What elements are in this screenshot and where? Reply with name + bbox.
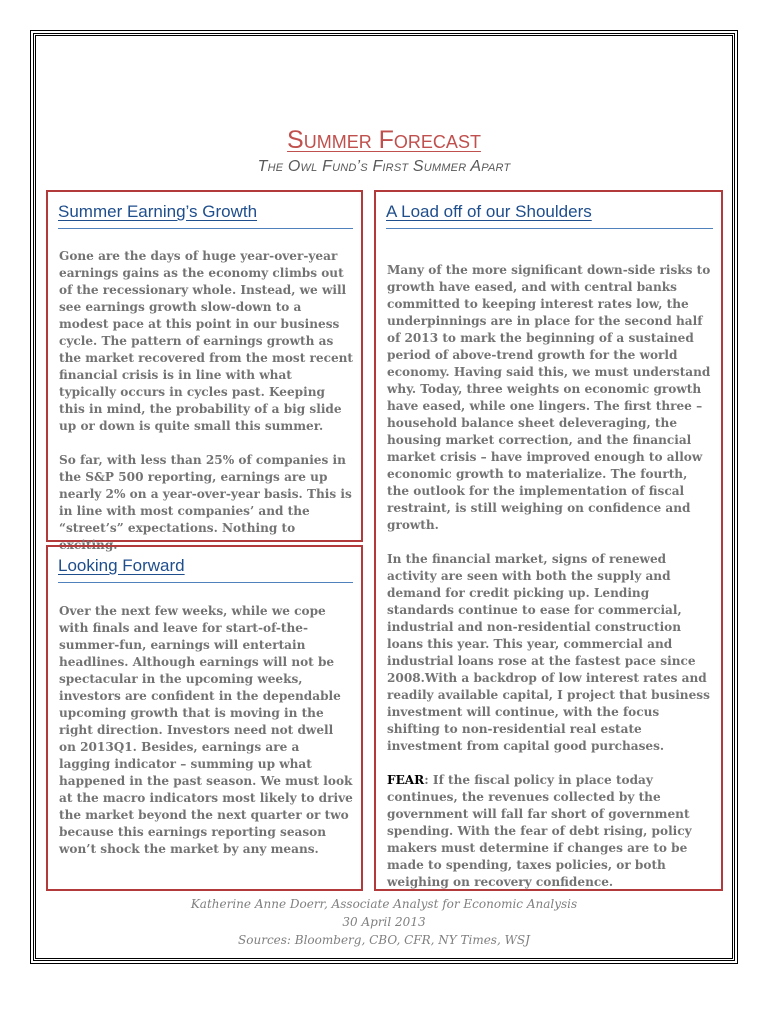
paragraph: Over the next few weeks, while we cope with finals and leave for start-of-the-summer-fun, earnings will entertain headlines. Although earnings will not be spectacular in the upcoming weeks, investors are confident in the dependable upcoming growth that is moving in the right direction. Investors need not dwell on 2013Q1. Besides, earnings are a lagging indicator – summing up what happened in the past season. We must look at the macro indicators most likely to drive the market beyond the next quarter or two because this earnings reporting season won’t shock the market by any means. — [59, 604, 353, 856]
section-heading-shoulders: A Load off of our Shoulders — [386, 202, 713, 229]
section-body-earnings — [59, 248, 353, 571]
footer-date: 30 April 2013 — [342, 915, 426, 929]
paragraph: Gone are the days of huge year-over-year earnings gains as the economy climbs out of the recessionary whole. Instead, we will see earnings growth slow-down to a modest pace at this point in our business cycle. The pattern of earnings growth as the market recovered from the most recent financial crisis is in line with what typically occurs in cycles past. Keeping this in mind, the probability of a big slide up or down is quite small this summer. — [59, 249, 354, 433]
page-subtitle: The Owl Fund’s First Summer Apart — [257, 158, 511, 175]
section-body-shoulders — [387, 262, 713, 908]
footer-sources: Sources: Bloomberg, CBO, CFR, NY Times, WSJ — [238, 933, 530, 947]
section-shoulders — [374, 190, 723, 891]
section-heading-earnings: Summer Earning’s Growth — [58, 202, 353, 229]
section-body-forward — [59, 603, 353, 875]
section-forward — [46, 545, 363, 891]
section-heading-forward: Looking Forward — [58, 556, 353, 583]
section-earnings — [46, 190, 363, 552]
paragraph: In the financial market, signs of renewed activity are seen with both the supply and demand for credit picking up. Lending standards continue to ease for commercial, industrial and non-residential construction loans this year. This year, commercial and industrial loans rose at the fastest pace since 2008.With a backdrop of low interest rates and readily available capital, I project that business investment will continue, with the focus shifting to non-residential real estate investment from capital good purchases. — [387, 552, 710, 753]
footer — [0, 895, 768, 949]
fear-label: FEAR — [387, 773, 425, 787]
paragraph: Many of the more significant down-side risks to growth have eased, and with central banks committed to keeping interest rates low, the underpinnings are in place for the second half of 2013 to mark the beginning of a sustained period of above-trend growth for the world economy. Having said this, we must understand why. Today, three weights on economic growth have eased, while one lingers. The first three – household balance sheet deleveraging, the housing market correction, and the financial market crisis – have improved enough to allow economic growth to materialize. The fourth, the outlook for the implementation of fiscal restraint, is still weighing on confidence and growth. — [387, 263, 711, 532]
fear-text: : If the fiscal policy in place today continues, the revenues collected by the government will fall far short of government spending. With the fear of debt rising, policy makers must determine if changes are to be made to spending, taxes policies, or both weighing on recovery confidence. — [387, 773, 692, 889]
fear-paragraph — [387, 772, 713, 891]
footer-author: Katherine Anne Doerr, Associate Analyst for Economic Analysis — [190, 897, 578, 911]
paragraph: So far, with less than 25% of companies in the S&P 500 reporting, earnings are up nearly 2% on a year-over-year basis. This is in line with most companies’ and the “street’s” expectations. Nothing to exciting. — [59, 453, 352, 552]
page-title: Summer Forecast — [287, 126, 481, 154]
